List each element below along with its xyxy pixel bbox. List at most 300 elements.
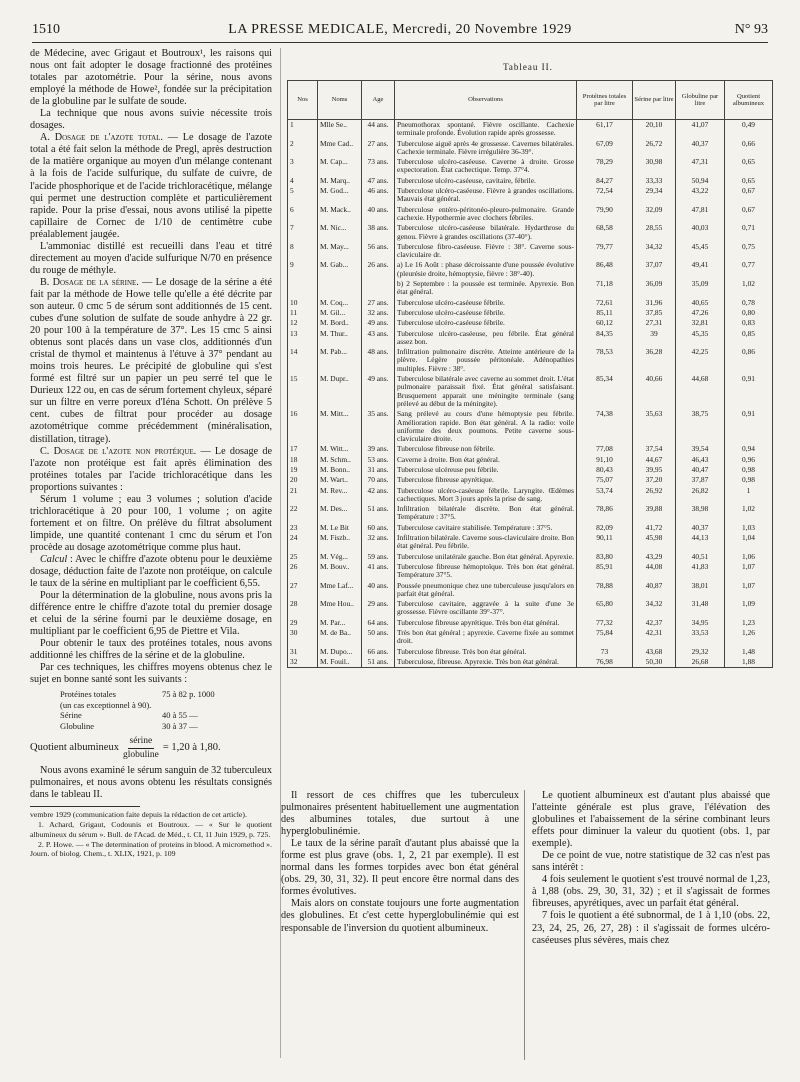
stat-value: 75 à 82 p. 1000 xyxy=(162,689,215,700)
stat-row xyxy=(60,700,272,711)
albumin-quotient-cell: 0,65 xyxy=(725,157,773,176)
section-a xyxy=(30,132,272,240)
globulin-cell: 40,37 xyxy=(676,523,725,533)
globulin-cell: 47,31 xyxy=(676,157,725,176)
table-row xyxy=(288,533,773,552)
stat-row xyxy=(60,721,272,732)
observations-cell: Tuberculose fibreuse apyrétique. xyxy=(395,475,577,485)
patient-age-cell: 43 ans. xyxy=(362,329,395,348)
results-table xyxy=(287,80,773,668)
globulin-cell: 49,41 xyxy=(676,260,725,279)
column-header: Quotient albumineux xyxy=(725,81,773,120)
albumin-quotient-cell: 1,07 xyxy=(725,562,773,581)
serine-cell: 31,96 xyxy=(633,298,676,308)
observations-cell: Infiltration pulmonaire discrète. Atteinte antérieure de la plèvre. Légère poussée péritonéale. Adénopathies multiples. Fièvre : 38°. xyxy=(395,347,577,374)
column-header: Sérine par litre xyxy=(633,81,676,120)
footnote-rule xyxy=(30,806,140,807)
case-number-cell: 9 xyxy=(288,260,318,279)
case-number-cell: 19 xyxy=(288,465,318,475)
footnote: vembre 1929 (communication faite depuis la rédaction de cet article). xyxy=(30,809,247,819)
fraction xyxy=(123,735,159,760)
table-row xyxy=(288,242,773,261)
patient-name-cell: M. Coq... xyxy=(318,298,362,308)
albumin-quotient-cell: 0,71 xyxy=(725,223,773,242)
total-proteins-cell: 74,38 xyxy=(577,409,633,444)
right-column-text xyxy=(532,790,770,947)
case-number-cell: 7 xyxy=(288,223,318,242)
observations-cell: Tuberculose ulcéro-caséeuse fébrile. Laryngite. Œdèmes cachectiques. Mort 3 jours après la prise de sang. xyxy=(395,486,577,505)
table-row xyxy=(288,318,773,328)
patient-name-cell: M. Gil... xyxy=(318,308,362,318)
page-header xyxy=(32,20,768,43)
total-proteins-cell: 80,43 xyxy=(577,465,633,475)
paragraph: 7 fois le quotient a été subnormal, de 1 à 1,10 (obs. 22, 23, 24, 25, 26, 27, 28) : il s'agissait de formes ulcéro-caséeuses plus sévères, mais chez xyxy=(532,910,770,946)
serine-cell: 37,54 xyxy=(633,444,676,454)
fraction-denominator: globuline xyxy=(122,749,159,760)
observations-cell: Tuberculose ulcéro-caséeuse. Caverne à droite. Grosse expectoration. État cachectique. Temp. 37°4. xyxy=(395,157,577,176)
serine-cell: 45,98 xyxy=(633,533,676,552)
observations-cell: a) Le 16 Août : phase décroissante d'une poussée évolutive (pleurésie droite, hémoptysie, fièvre : 38°-40). xyxy=(395,260,577,279)
patient-age-cell: 51 ans. xyxy=(362,657,395,668)
case-number-cell: 4 xyxy=(288,176,318,186)
observations-cell: Tuberculose ulcéreuse peu fébrile. xyxy=(395,465,577,475)
patient-name-cell: M. Cap... xyxy=(318,157,362,176)
stat-row xyxy=(60,689,272,700)
paragraph: Le taux de la sérine paraît d'autant plus abaissé que la forme est plus grave (obs. 1, 2, 21 par exemple). Il est normal dans les formes torpides avec bon état général (obs. 29, 30, 31, 32). Il peut encore être normal dans des formes évolutives. xyxy=(281,838,519,898)
serine-cell: 30,98 xyxy=(633,157,676,176)
globulin-cell: 43,22 xyxy=(676,186,725,205)
globulin-cell: 31,48 xyxy=(676,599,725,618)
table-row xyxy=(288,504,773,523)
albumin-quotient-cell: 0,67 xyxy=(725,205,773,224)
column-header: Age xyxy=(362,81,395,120)
albumin-quotient-cell: 0,98 xyxy=(725,475,773,485)
table-row xyxy=(288,329,773,348)
serine-cell: 42,31 xyxy=(633,628,676,647)
observations-cell: Tuberculose ulcéro-caséeuse. Fièvre à grandes oscillations. Mauvais état général. xyxy=(395,186,577,205)
column-divider xyxy=(524,790,525,1060)
albumin-quotient-cell: 1,48 xyxy=(725,647,773,657)
globulin-cell: 40,65 xyxy=(676,298,725,308)
albumin-quotient-cell: 1,06 xyxy=(725,552,773,562)
albumin-quotient-cell: 1,02 xyxy=(725,504,773,523)
total-proteins-cell: 61,17 xyxy=(577,120,633,139)
patient-name-cell: M. Dupo... xyxy=(318,647,362,657)
patient-age-cell: 70 ans. xyxy=(362,475,395,485)
albumin-quotient-cell: 0,65 xyxy=(725,176,773,186)
patient-age-cell: 40 ans. xyxy=(362,581,395,600)
patient-name-cell: M. Fouil.. xyxy=(318,657,362,668)
table-row xyxy=(288,120,773,139)
case-number-cell: 1 xyxy=(288,120,318,139)
serine-cell: 20,10 xyxy=(633,120,676,139)
serine-cell: 43,29 xyxy=(633,552,676,562)
patient-age-cell: 32 ans. xyxy=(362,308,395,318)
patient-age-cell: 35 ans. xyxy=(362,409,395,444)
case-number-cell: 8 xyxy=(288,242,318,261)
total-proteins-cell: 75,84 xyxy=(577,628,633,647)
observations-cell: Tuberculose, fibreuse. Apyrexie. Très bon état général. xyxy=(395,657,577,668)
patient-age-cell: 38 ans. xyxy=(362,223,395,242)
column-header: Globuline par litre xyxy=(676,81,725,120)
case-number-cell: 28 xyxy=(288,599,318,618)
total-proteins-cell: 86,48 xyxy=(577,260,633,279)
total-proteins-cell: 71,18 xyxy=(577,279,633,298)
table-row xyxy=(288,347,773,374)
table-row xyxy=(288,562,773,581)
globulin-cell: 40,37 xyxy=(676,139,725,158)
patient-age-cell: 50 ans. xyxy=(362,628,395,647)
patient-age-cell: 41 ans. xyxy=(362,562,395,581)
globulin-cell: 33,53 xyxy=(676,628,725,647)
case-number-cell: 6 xyxy=(288,205,318,224)
case-number-cell: 11 xyxy=(288,308,318,318)
patient-name-cell: M. Dupr.. xyxy=(318,374,362,409)
patient-age-cell: 56 ans. xyxy=(362,242,395,261)
serine-cell: 33,33 xyxy=(633,176,676,186)
observations-cell: Infiltration bilatérale. Caverne sous-claviculaire droite. Bon état général. Peu fébrile. xyxy=(395,533,577,552)
albumin-quotient-cell: 0,78 xyxy=(725,298,773,308)
table-row xyxy=(288,409,773,444)
paragraph: 4 fois seulement le quotient s'est trouvé normal de 1,23, à 1,88 (obs. 29, 30, 31, 32) ; et il s'agissait de formes fibreuses, apyrétiques, avec un parfait état général. xyxy=(532,874,770,910)
table-row xyxy=(288,455,773,465)
patient-name-cell: M. Des... xyxy=(318,504,362,523)
albumin-quotient-cell: 1,02 xyxy=(725,279,773,298)
total-proteins-cell: 84,27 xyxy=(577,176,633,186)
serine-cell: 42,37 xyxy=(633,618,676,628)
globulin-cell: 38,75 xyxy=(676,409,725,444)
observations-cell: Caverne à droite. Bon état général. xyxy=(395,455,577,465)
patient-name-cell: M. Marq.. xyxy=(318,176,362,186)
patient-age-cell: 42 ans. xyxy=(362,486,395,505)
page-number: 1510 xyxy=(32,22,60,37)
serine-cell: 44,67 xyxy=(633,455,676,465)
globulin-cell: 34,95 xyxy=(676,618,725,628)
case-number-cell: 24 xyxy=(288,533,318,552)
table-row xyxy=(288,657,773,668)
serine-cell: 39 xyxy=(633,329,676,348)
total-proteins-cell: 77,08 xyxy=(577,444,633,454)
patient-age-cell: 27 ans. xyxy=(362,139,395,158)
observations-cell: Infiltration bilatérale discrète. Bon état général. Température : 37°5. xyxy=(395,504,577,523)
globulin-cell: 26,82 xyxy=(676,486,725,505)
globulin-cell: 39,54 xyxy=(676,444,725,454)
patient-age-cell: 29 ans. xyxy=(362,599,395,618)
table-row xyxy=(288,157,773,176)
case-number-cell: 26 xyxy=(288,562,318,581)
paragraph: de Médecine, avec Grigaut et Boutroux¹, les raisons qui nous ont fait adopter le dosage fractionné des protéines totales par azotométrie. Pour la sérine, nous avons employé la méthode de Howe², fondée sur la précipitation de la globuline par le sulfate de soude. xyxy=(30,48,272,108)
globulin-cell: 41,07 xyxy=(676,120,725,139)
albumin-quotient-cell: 1,23 xyxy=(725,618,773,628)
quotient-formula xyxy=(30,735,272,760)
patient-name-cell: M. Mack.. xyxy=(318,205,362,224)
serine-cell: 37,20 xyxy=(633,475,676,485)
section-heading: A. Dosage de l'azote total. xyxy=(40,132,163,144)
case-number-cell: 27 xyxy=(288,581,318,600)
case-number-cell: 22 xyxy=(288,504,318,523)
observations-cell: Pneumothorax spontané. Fièvre oscillante. Cachexie terminale profonde. Évolution rapide après grossesse. xyxy=(395,120,577,139)
patient-name-cell: M. Bouv.. xyxy=(318,562,362,581)
patient-name-cell: M. Thur.. xyxy=(318,329,362,348)
case-number-cell: 21 xyxy=(288,486,318,505)
patient-name-cell: Mlle Se.. xyxy=(318,120,362,139)
serine-cell: 36,09 xyxy=(633,279,676,298)
observations-cell: Tuberculose bilatérale avec caverne au sommet droit. L'état pulmonaire paraissait fixé. État général satisfaisant. Brusquement apparait une méningite terminale (sang prélevé au début de la méningite). xyxy=(395,374,577,409)
total-proteins-cell: 78,29 xyxy=(577,157,633,176)
table-row xyxy=(288,523,773,533)
serine-cell: 37,07 xyxy=(633,260,676,279)
calcul-paragraph xyxy=(30,554,272,590)
case-number-cell: 16 xyxy=(288,409,318,444)
globulin-cell: 32,81 xyxy=(676,318,725,328)
footnotes xyxy=(30,810,272,859)
stat-label: Protéines totales xyxy=(60,689,116,700)
serine-cell: 34,32 xyxy=(633,242,676,261)
albumin-quotient-cell: 1,26 xyxy=(725,628,773,647)
patient-age-cell: 49 ans. xyxy=(362,318,395,328)
patient-name-cell xyxy=(318,279,362,298)
globulin-cell: 40,47 xyxy=(676,465,725,475)
patient-age-cell: 48 ans. xyxy=(362,347,395,374)
patient-age-cell: 39 ans. xyxy=(362,444,395,454)
patient-name-cell: M. Bonn.. xyxy=(318,465,362,475)
total-proteins-cell: 60,12 xyxy=(577,318,633,328)
column-header: Observations xyxy=(395,81,577,120)
case-number-cell: 2 xyxy=(288,139,318,158)
globulin-cell: 38,01 xyxy=(676,581,725,600)
fraction-numerator: sérine xyxy=(128,735,155,748)
observations-cell: Poussée pneumonique chez une tuberculeuse jusqu'alors en parfait état général. xyxy=(395,581,577,600)
total-proteins-cell: 75,07 xyxy=(577,475,633,485)
patient-age-cell: 73 ans. xyxy=(362,157,395,176)
total-proteins-cell: 83,80 xyxy=(577,552,633,562)
albumin-quotient-cell: 0,98 xyxy=(725,465,773,475)
table-row xyxy=(288,552,773,562)
case-number-cell: 32 xyxy=(288,657,318,668)
globulin-cell: 44,13 xyxy=(676,533,725,552)
case-number-cell: 3 xyxy=(288,157,318,176)
patient-name-cell: M. Schm.. xyxy=(318,455,362,465)
patient-name-cell: M. Nic... xyxy=(318,223,362,242)
normal-values xyxy=(60,689,272,731)
calcul-text: : Avec le chiffre d'azote obtenu pour le deuxième dosage, déduction faite de l'azote non protéique, on calcule le taux de la sérine en multipliant par le coefficient 6,55. xyxy=(30,553,272,590)
albumin-quotient-cell: 0,86 xyxy=(725,347,773,374)
paragraph: Le quotient albumineux est d'autant plus abaissé que l'atteinte générale est plus grave, l'élévation des globulines et l'abaissement de la sérine combinant leurs effets pour diminuer la valeur du quotient (obs. 1, par exemple). xyxy=(532,790,770,850)
paragraph: L'ammoniac distillé est recueilli dans l'eau et titré directement au moyen d'acide sulfurique N/70 en présence du rouge de méthyle. xyxy=(30,240,272,276)
patient-name-cell: M. Bord.. xyxy=(318,318,362,328)
section-heading: C. Dosage de l'azote non protéique. xyxy=(40,445,197,457)
globulin-cell: 35,09 xyxy=(676,279,725,298)
patient-age-cell xyxy=(362,279,395,298)
stat-label: (un cas exceptionnel à 90). xyxy=(60,699,152,710)
observations-cell: Tuberculose unilatérale gauche. Bon état général. Apyrexie. xyxy=(395,552,577,562)
patient-name-cell: M. Pab... xyxy=(318,347,362,374)
globulin-cell: 46,43 xyxy=(676,455,725,465)
section-b xyxy=(30,277,272,446)
albumin-quotient-cell: 0,91 xyxy=(725,409,773,444)
observations-cell: Tuberculose ulcéro-caséeuse bilatérale. Hydarthrose du genou. Fièvre à grandes oscillations (37-40°). xyxy=(395,223,577,242)
globulin-cell: 37,87 xyxy=(676,475,725,485)
table-row xyxy=(288,647,773,657)
serine-cell: 27,31 xyxy=(633,318,676,328)
albumin-quotient-cell: 1,09 xyxy=(725,599,773,618)
serine-cell: 39,88 xyxy=(633,504,676,523)
globulin-cell: 41,83 xyxy=(676,562,725,581)
case-number-cell: 20 xyxy=(288,475,318,485)
table-row xyxy=(288,186,773,205)
stat-value: 40 à 55 — xyxy=(162,710,198,721)
albumin-quotient-cell: 0,67 xyxy=(725,186,773,205)
patient-name-cell: M. Witt... xyxy=(318,444,362,454)
total-proteins-cell: 84,35 xyxy=(577,329,633,348)
case-number-cell: 29 xyxy=(288,618,318,628)
total-proteins-cell: 85,11 xyxy=(577,308,633,318)
globulin-cell: 47,26 xyxy=(676,308,725,318)
case-number-cell: 13 xyxy=(288,329,318,348)
total-proteins-cell: 78,86 xyxy=(577,504,633,523)
patient-name-cell: M. Le Bit xyxy=(318,523,362,533)
patient-age-cell: 26 ans. xyxy=(362,260,395,279)
serine-cell: 40,66 xyxy=(633,374,676,409)
section-text: — Le dosage de l'azote total a été fait selon la méthode de Pregl, après destruction de la matière organique au moyen d'un mélange contenant à la fois de l'acide sulfurique, du sulfate de cuivre, de l'acide phosphorique et de l'acide trichloracétique, mélange qui permet une destruction complète et particulièrement rapide. Pour la prise d'essai, nous avons utilisé la pipette capillaire de Cornec de 1/10 de centimètre cube préalablement jaugée. xyxy=(30,132,272,240)
stat-label: Globuline xyxy=(60,720,94,731)
table-row xyxy=(288,581,773,600)
serine-cell: 36,28 xyxy=(633,347,676,374)
total-proteins-cell: 73 xyxy=(577,647,633,657)
case-number-cell: 10 xyxy=(288,298,318,308)
globulin-cell: 26,68 xyxy=(676,657,725,668)
table-header-row xyxy=(288,81,773,120)
globulin-cell: 40,51 xyxy=(676,552,725,562)
journal-title: LA PRESSE MEDICALE, Mercredi, 20 Novembre 1929 xyxy=(228,22,572,37)
middle-column-text xyxy=(281,790,519,935)
serine-cell: 44,08 xyxy=(633,562,676,581)
albumin-quotient-cell: 0,80 xyxy=(725,308,773,318)
albumin-quotient-cell: 1,03 xyxy=(725,523,773,533)
total-proteins-cell: 91,10 xyxy=(577,455,633,465)
patient-age-cell: 66 ans. xyxy=(362,647,395,657)
stat-label: Sérine xyxy=(60,710,82,721)
table-row xyxy=(288,139,773,158)
case-number-cell: 31 xyxy=(288,647,318,657)
case-number-cell: 15 xyxy=(288,374,318,409)
patient-age-cell: 44 ans. xyxy=(362,120,395,139)
total-proteins-cell: 82,09 xyxy=(577,523,633,533)
observations-cell: Très bon état général ; apyrexie. Caverne fixée au sommet droit. xyxy=(395,628,577,647)
observations-cell: Tuberculose aiguë après 4e grossesse. Cavernes bilatérales. Cachexie terminale. Fièvre irrégulière 36-39°. xyxy=(395,139,577,158)
total-proteins-cell: 85,34 xyxy=(577,374,633,409)
observations-cell: Tuberculose ulcéro-caséeuse fébrile. xyxy=(395,298,577,308)
table-row xyxy=(288,308,773,318)
table-row xyxy=(288,599,773,618)
globulin-cell: 45,45 xyxy=(676,242,725,261)
left-column xyxy=(30,48,272,860)
case-number-cell: 5 xyxy=(288,186,318,205)
case-number-cell: 18 xyxy=(288,455,318,465)
observations-cell: Sang prélevé au cours d'une hémoptysie peu fébrile. Amélioration rapide. Bon état général. A la radio: voile uniforme des deux poumons. Petite caverne sous-claviculaire droite. xyxy=(395,409,577,444)
stat-row xyxy=(60,710,272,721)
total-proteins-cell: 68,58 xyxy=(577,223,633,242)
albumin-quotient-cell: 0,83 xyxy=(725,318,773,328)
albumin-quotient-cell: 0,66 xyxy=(725,139,773,158)
paragraph: Mais alors on constate toujours une forte augmentation des globulines. Et c'est cette hyperglobulinémie qui est responsable de l'inversion du quotient albumineux. xyxy=(281,898,519,934)
table-body xyxy=(288,120,773,668)
albumin-quotient-cell: 0,75 xyxy=(725,242,773,261)
case-number-cell: 14 xyxy=(288,347,318,374)
serine-cell: 39,95 xyxy=(633,465,676,475)
albumin-quotient-cell: 1,88 xyxy=(725,657,773,668)
table-row xyxy=(288,486,773,505)
observations-cell: Tuberculose cavitaire, aggravée à la suite d'une 3e grossesse. Fièvre oscillante 39°-37°. xyxy=(395,599,577,618)
quotient-label: Quotient albumineux xyxy=(30,742,119,753)
table-row xyxy=(288,444,773,454)
table-row xyxy=(288,260,773,279)
serine-cell: 32,09 xyxy=(633,205,676,224)
patient-age-cell: 32 ans. xyxy=(362,533,395,552)
serine-cell: 50,30 xyxy=(633,657,676,668)
section-text: — Le dosage de la sérine a été fait par la méthode de Howe telle qu'elle a été décrite par son auteur. 0 cmc 5 de sérum sont additionnés de 15 cent. cubes d'une solution de sulfate de soude anhydre à 22 gr. 20 pour 100 à la température de 37°. Les 15 cmc 5 ainsi obtenus sont placés dans un vase clos, additionnés d'un cristal de thymol et maintenus à l'étuve à 37° pendant au moins trois heures. Le précipité de globuline qui s'est formé est filtré sur un papier un peu serré tel que le Durieux 122 ou, en cas de sérum fortement chyleux, séparé sur un filtre en verre poreux d'Iéna Schott. On prélève 5 cent. cubes de filtrat pour procéder au dosage azotométrique comme précédemment (minéralisation, distillation, titrage). xyxy=(30,276,272,445)
paragraph: Par ces techniques, les chiffres moyens obtenus chez le sujet en bonne santé sont les suivants : xyxy=(30,662,272,686)
patient-age-cell: 64 ans. xyxy=(362,618,395,628)
patient-name-cell: M. May... xyxy=(318,242,362,261)
table-row xyxy=(288,298,773,308)
footnote: 2. P. Howe. — « The determination of proteins in blood. A micromethod ». Journ. of biolog. Chem., t. XLIX, 1921, p. 109 xyxy=(30,839,272,859)
albumin-quotient-cell: 0,49 xyxy=(725,120,773,139)
total-proteins-cell: 53,74 xyxy=(577,486,633,505)
patient-age-cell: 60 ans. xyxy=(362,523,395,533)
globulin-cell: 50,94 xyxy=(676,176,725,186)
patient-age-cell: 47 ans. xyxy=(362,176,395,186)
observations-cell: Tuberculose fibreuse hémoptoïque. Très bon état général. Température 37°5. xyxy=(395,562,577,581)
case-number-cell: 25 xyxy=(288,552,318,562)
patient-name-cell: M. Fiszb.. xyxy=(318,533,362,552)
table-row xyxy=(288,465,773,475)
total-proteins-cell: 67,09 xyxy=(577,139,633,158)
albumin-quotient-cell: 0,91 xyxy=(725,374,773,409)
stat-value: 30 à 37 — xyxy=(162,720,198,731)
table-row xyxy=(288,628,773,647)
total-proteins-cell: 90,11 xyxy=(577,533,633,552)
patient-age-cell: 51 ans. xyxy=(362,504,395,523)
globulin-cell: 47,81 xyxy=(676,205,725,224)
table-row xyxy=(288,205,773,224)
globulin-cell: 44,68 xyxy=(676,374,725,409)
total-proteins-cell: 76,98 xyxy=(577,657,633,668)
patient-name-cell: M. Mitt... xyxy=(318,409,362,444)
table-row xyxy=(288,374,773,409)
column-header: Protéines totales par litre xyxy=(577,81,633,120)
serine-cell: 43,68 xyxy=(633,647,676,657)
column-header: Noms xyxy=(318,81,362,120)
observations-cell: Tuberculose ulcéro-caséeuse, peu fébrile. État général assez bon. xyxy=(395,329,577,348)
total-proteins-cell: 65,80 xyxy=(577,599,633,618)
section-heading: B. Dosage de la sérine. xyxy=(40,276,139,288)
patient-name-cell: M. Rev... xyxy=(318,486,362,505)
patient-age-cell: 49 ans. xyxy=(362,374,395,409)
column-header: Nos xyxy=(288,81,318,120)
albumin-quotient-cell: 0,94 xyxy=(725,444,773,454)
observations-cell: Tuberculose fibreuse. Très bon état général. xyxy=(395,647,577,657)
paragraph: Pour la détermination de la globuline, nous avons pris la différence entre le chiffre d'azote total du premier dosage et celui de la sérine fourni par le deuxième dosage, en multipliant par le coefficient 6,95 de Piettre et Vila. xyxy=(30,590,272,638)
issue-number: N° 93 xyxy=(734,22,768,37)
observations-cell: b) 2 Septembre : la poussée est terminée. Apyrexie. Bon état général. xyxy=(395,279,577,298)
serine-cell: 34,32 xyxy=(633,599,676,618)
table-row xyxy=(288,279,773,298)
patient-name-cell: M. Par... xyxy=(318,618,362,628)
observations-cell: Tuberculose fibro-caséeuse. Fièvre : 38°. Caverne sous-claviculaire dr. xyxy=(395,242,577,261)
table-row xyxy=(288,223,773,242)
patient-name-cell: M. de Ba.. xyxy=(318,628,362,647)
